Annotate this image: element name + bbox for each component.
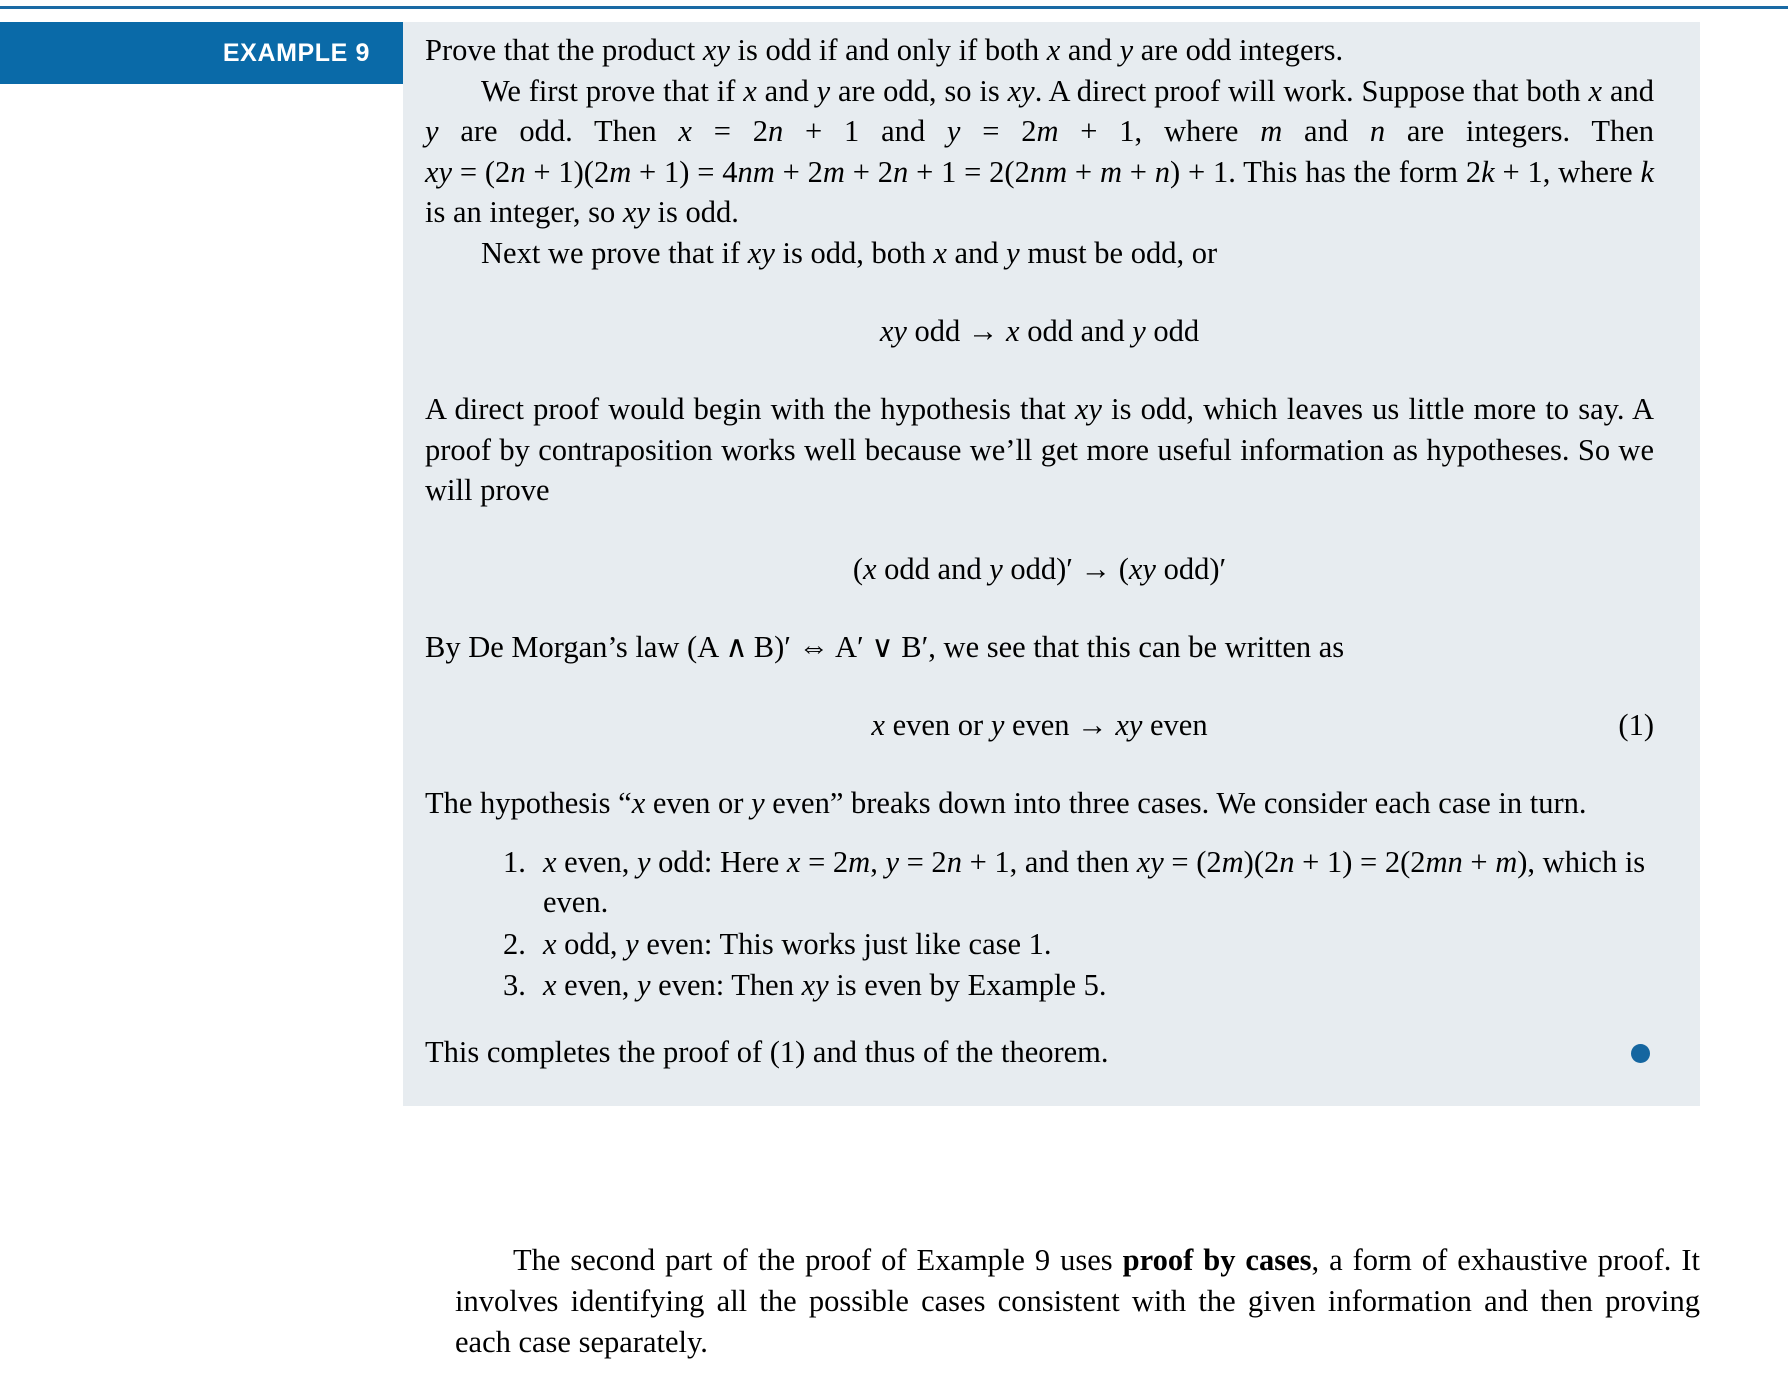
display-spacer-4 [425,589,1654,627]
example-block [0,22,1700,1106]
proof-paragraph-1: We first prove that if x and y are odd, so is xy. A direct proof will work. Suppose that both x and y are odd. Then x = 2n + 1 and y = 2m + 1, where m and n are integers. Then xy = (2n + 1)(2m + 1) = 4nm + 2m + 2n + 1 = 2(2nm + m + n) + 1. This has the form 2k + 1, where k is an integer, so xy is odd. [425,73,1655,229]
example-header-row [0,22,1700,1106]
display-equation-3 [425,705,1654,745]
equation-number: (1) [1618,708,1654,742]
following-paragraph-tail: , a form of exhaustive proof. It involves identifying all the possible cases consistent with the given information and then proving each case separately. [455,1243,1700,1359]
example-number-tab [0,22,403,84]
bold-term-proof-by-cases: proof by cases [1122,1243,1312,1277]
proof-paragraph-5: The hypothesis “x even or y even” breaks down into three cases. We consider each case in turn. [425,786,1587,820]
case-number-2: 2. [503,926,526,961]
case-number-3: 3. [503,968,526,1002]
display-equation-1-text: xy odd → x odd and y odd [879,314,1200,348]
proof-paragraph-3: A direct proof would begin with the hypothesis that xy is odd, which leaves us little more to say. A proof by contraposition works well because we’ll get more useful information as hypotheses. So we will prove [425,392,1654,507]
example-body [403,22,1700,1106]
case-number-1: 1. [503,844,526,879]
example-statement: Prove that the product xy is odd if and only if both x and y are odd integers. [425,33,1344,67]
following-paragraph-lead: The second part of the proof of Example 9 uses [513,1243,1123,1277]
case-text-2: x odd, y even: This works just like case 1. [543,926,1052,961]
display-equation-1 [425,311,1654,351]
end-of-proof-dot-icon [1631,1044,1650,1063]
display-equation-2-text: (x odd and y odd)′ → (xy odd)′ [852,551,1227,586]
following-paragraph [455,1240,1700,1363]
following-paragraph-text [455,1240,1700,1363]
display-equation-3-text: x even or y even → xy even [871,708,1208,742]
display-spacer-5 [425,667,1654,705]
case-item-2 [503,924,1654,965]
display-spacer-6 [425,745,1654,783]
case-item-1 [503,842,1654,923]
display-equation-2 [425,549,1654,589]
display-spacer-2 [425,351,1654,389]
display-spacer-1 [425,273,1654,311]
case-item-3 [503,965,1654,1006]
example-number-label: EXAMPLE 9 [222,38,370,67]
closing-line [425,1032,1654,1073]
proof-paragraph-2: Next we prove that if xy is odd, both x and y must be odd, or [481,235,1218,270]
case-text-1: x even, y odd: Here x = 2m, y = 2n + 1, and then xy = (2m)(2n + 1) = 2(2mn + m), which is even. [543,844,1646,919]
cases-list [425,842,1654,1006]
display-spacer-3 [425,511,1654,549]
proof-paragraph-4: By De Morgan’s law (A ∧ B)′ ⇔ A′ ∨ B′, we see that this can be written as [425,629,1345,664]
page-top-rule [0,6,1788,9]
closing-text: This completes the proof of (1) and thus of the theorem. [425,1034,1109,1069]
case-text-3: x even, y even: Then xy is even by Example 5. [543,968,1107,1002]
